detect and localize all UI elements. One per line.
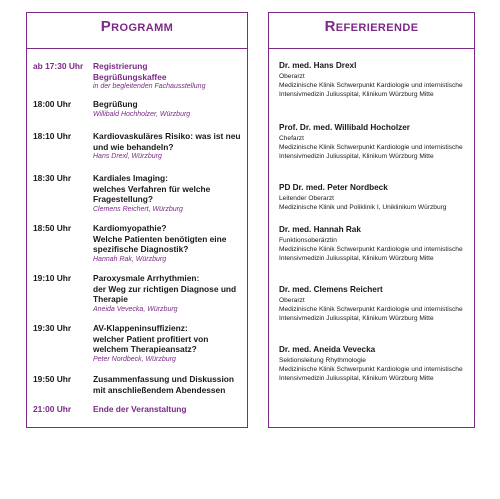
program-title: Registrierung Begrüßungskaffee xyxy=(93,61,167,82)
program-sub: Aneida Vevecka, Würzburg xyxy=(93,305,178,313)
speaker-name: Dr. med. Hans Drexl xyxy=(279,61,357,70)
program-time: 18:30 Uhr xyxy=(33,173,72,183)
speaker-entry xyxy=(279,61,474,100)
program-title: Zusammenfassung und Diskussion mit anschließendem Abendessen xyxy=(93,374,235,395)
speaker-name: PD Dr. med. Peter Nordbeck xyxy=(279,183,388,192)
speaker-name: Dr. med. Clemens Reichert xyxy=(279,285,383,294)
speaker-role: Leitender Oberarzt xyxy=(279,194,334,202)
speaker-institution: Medizinische Klinik Schwerpunkt Kardiologie und internistische Intensivmedizin Juliusspital, Klinikum Würzburg Mitte xyxy=(279,245,463,262)
program-title: AV-Klappeninsuffizienz: welcher Patient profitiert von welchem Therapieansatz? xyxy=(93,323,209,354)
speaker-entry xyxy=(279,123,474,162)
programm-title: Programm xyxy=(100,18,174,35)
program-title: Kardiovaskuläres Risiko: was ist neu und wie behandeln? xyxy=(93,131,241,152)
program-sub: Peter Nordbeck, Würzburg xyxy=(93,355,176,363)
speaker-role: Oberarzt xyxy=(279,296,305,304)
speaker-entry xyxy=(279,285,474,324)
divider xyxy=(269,48,474,49)
programm-panel xyxy=(26,12,248,428)
program-title: Ende der Veranstaltung xyxy=(93,404,187,414)
program-title: Kardiales Imaging: welches Verfahren für welche Fragestellung? xyxy=(93,173,211,204)
program-time: ab 17:30 Uhr xyxy=(33,61,84,71)
program-sub: Willibald Hochholzer, Würzburg xyxy=(93,110,191,118)
referierende-panel xyxy=(268,12,475,428)
program-time: 18:10 Uhr xyxy=(33,131,72,141)
program-time: 21:00 Uhr xyxy=(33,404,72,414)
program-time: 19:50 Uhr xyxy=(33,374,72,384)
speaker-role: Oberarzt xyxy=(279,72,305,80)
speaker-entry xyxy=(279,225,474,264)
program-time: 19:30 Uhr xyxy=(33,323,72,333)
speaker-name: Dr. med. Aneida Vevecka xyxy=(279,345,376,354)
program-sub: Hans Drexl, Würzburg xyxy=(93,153,162,160)
program-time: 19:10 Uhr xyxy=(33,273,72,283)
speaker-institution: Medizinische Klinik Schwerpunkt Kardiologie und internistische Intensivmedizin Juliusspital, Klinikum Würzburg Mitte xyxy=(279,305,463,322)
speaker-role: Chefarzt xyxy=(279,134,304,142)
program-title: Paroxysmale Arrhythmien: der Weg zur richtigen Diagnose und Therapie xyxy=(93,273,237,304)
speaker-name: Prof. Dr. med. Willibald Hocholzer xyxy=(279,123,410,132)
speaker-institution: Medizinische Klinik und Poliklinik I, Uniklinikum Würzburg xyxy=(279,203,447,211)
program-time: 18:50 Uhr xyxy=(33,223,72,233)
speaker-institution: Medizinische Klinik Schwerpunkt Kardiologie und internistische Intensivmedizin Juliusspital, Klinikum Würzburg Mitte xyxy=(279,81,463,98)
speaker-institution: Medizinische Klinik Schwerpunkt Kardiologie und internistische Intensivmedizin Juliusspital, Klinikum Würzburg Mitte xyxy=(279,365,463,382)
speaker-institution: Medizinische Klinik Schwerpunkt Kardiologie und internistische Intensivmedizin Juliusspital, Klinikum Würzburg Mitte xyxy=(279,143,463,160)
program-title: Kardiomyopathie? Welche Patienten benötigten eine spezifische Diagnostik? xyxy=(93,223,227,254)
divider xyxy=(27,48,247,49)
speaker-entry xyxy=(279,183,474,212)
speaker-role: Funktionsoberärztin xyxy=(279,236,337,244)
speaker-entry xyxy=(279,345,474,384)
program-sub: Hannah Rak, Würzburg xyxy=(93,255,167,263)
program-time: 18:00 Uhr xyxy=(33,99,72,109)
speaker-role: Sektionsleitung Rhythmologie xyxy=(279,356,366,364)
speaker-name: Dr. med. Hannah Rak xyxy=(279,225,361,234)
program-sub: Clemens Reichert, Würzburg xyxy=(93,205,183,213)
referierende-title: Referierende xyxy=(324,18,419,35)
program-sub: in der begleitenden Fachausstellung xyxy=(93,83,206,90)
program-title: Begrüßung xyxy=(93,99,138,109)
